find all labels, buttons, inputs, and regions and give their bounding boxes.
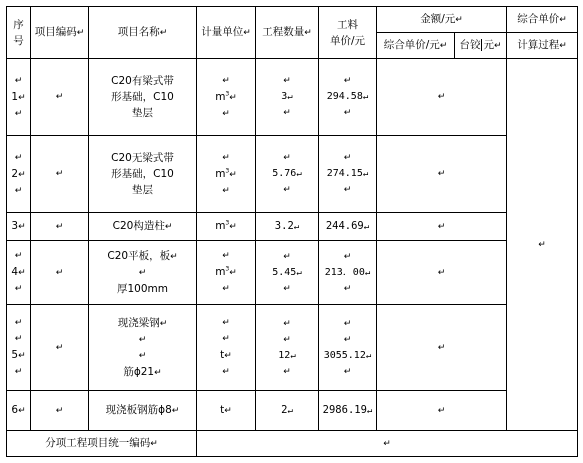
table-row xyxy=(7,213,578,241)
price-cell: 2986.19↵ xyxy=(319,391,377,431)
table-row xyxy=(7,305,578,391)
item-name-cell: C20无梁式带 形基础，C10 垫层 xyxy=(89,136,197,213)
item-name-cell: 现浇板钢筋ϕ8↵ xyxy=(89,391,197,431)
header-row-1 xyxy=(7,7,578,33)
engineering-quote-table xyxy=(6,6,578,457)
header-labor-price: 工料 单价/元 xyxy=(319,7,377,59)
unit-cell: ↵ $m^3↵$ ↵ xyxy=(197,136,256,213)
item-name-cell: C20平板，板↵ ↵ 厚100mm xyxy=(89,241,197,305)
price-cell: ↵ 274.15↵ ↵ xyxy=(319,136,377,213)
item-name-cell: 现浇梁钢↵ ↵ ↵ 筋ϕ21↵ xyxy=(89,305,197,391)
header-calc-process: 计算过程↵ xyxy=(507,33,578,59)
unit-cell: t↵ xyxy=(197,391,256,431)
footer-value: ↵ xyxy=(197,431,578,457)
seq-cell: ↵ 2↵ ↵ xyxy=(7,136,31,213)
header-amount: 金额/元↵ xyxy=(377,7,507,33)
header-item-name: 项目名称↵ xyxy=(89,7,197,59)
item-name-cell: C20构造柱↵ xyxy=(89,213,197,241)
item-code-cell: ↵ xyxy=(31,391,89,431)
price-cell: 244.69↵ xyxy=(319,213,377,241)
header-amount-tax: 台铰 元↵ xyxy=(455,33,507,59)
amount-cell: ↵ xyxy=(377,305,507,391)
header-unit: 计量单位↵ xyxy=(197,7,256,59)
calc-process-cell: ↵ xyxy=(507,59,578,431)
table-row xyxy=(7,241,578,305)
footer-label: 分项工程项目统一编码↵ xyxy=(7,431,197,457)
item-code-cell: ↵ xyxy=(31,213,89,241)
qty-cell: 2↵ xyxy=(256,391,319,431)
unit-cell: $m^3↵$ xyxy=(197,213,256,241)
seq-cell: 3↵ xyxy=(7,213,31,241)
unit-cell: ↵ ↵ t↵ ↵ xyxy=(197,305,256,391)
unit-cell: ↵ $m^3↵$ ↵ xyxy=(197,59,256,136)
amount-cell: ↵ xyxy=(377,213,507,241)
header-amount-combined: 综合单价/元↵ xyxy=(377,33,455,59)
item-code-cell: ↵ xyxy=(31,136,89,213)
unit-cell: ↵ $m^3↵$ ↵ xyxy=(197,241,256,305)
header-combined-price: 综合单价↵ xyxy=(507,7,578,33)
seq-cell: ↵ 1↵ ↵ xyxy=(7,59,31,136)
price-cell: ↵ 213．00↵ ↵ xyxy=(319,241,377,305)
qty-cell: 3.2↵ xyxy=(256,213,319,241)
footer-row xyxy=(7,431,578,457)
seq-cell: ↵ ↵ 5↵ ↵ xyxy=(7,305,31,391)
amount-cell: ↵ xyxy=(377,391,507,431)
amount-cell: ↵ xyxy=(377,59,507,136)
seq-cell: 6↵ xyxy=(7,391,31,431)
qty-cell: ↵ 5.76↵ ↵ xyxy=(256,136,319,213)
qty-cell: ↵ 5.45↵ ↵ xyxy=(256,241,319,305)
qty-cell: ↵ 3↵ ↵ xyxy=(256,59,319,136)
item-code-cell: ↵ xyxy=(31,305,89,391)
seq-cell: ↵ 4↵ ↵ xyxy=(7,241,31,305)
header-seq: 序 号 xyxy=(7,7,31,59)
amount-cell: ↵ xyxy=(377,136,507,213)
item-name-cell: C20有梁式带 形基础，C10 垫层 xyxy=(89,59,197,136)
qty-cell: ↵ ↵ 12↵ ↵ xyxy=(256,305,319,391)
amount-cell: ↵ xyxy=(377,241,507,305)
table-row xyxy=(7,391,578,431)
quote-table-sheet xyxy=(6,6,577,457)
item-code-cell: ↵ xyxy=(31,59,89,136)
header-qty: 工程数量↵ xyxy=(256,7,319,59)
item-code-cell: ↵ xyxy=(31,241,89,305)
header-item-code: 项目编码↵ xyxy=(31,7,89,59)
table-row xyxy=(7,136,578,213)
table-row xyxy=(7,59,578,136)
price-cell: ↵ ↵ 3055.12↵ ↵ xyxy=(319,305,377,391)
price-cell: ↵ 294.58↵ ↵ xyxy=(319,59,377,136)
